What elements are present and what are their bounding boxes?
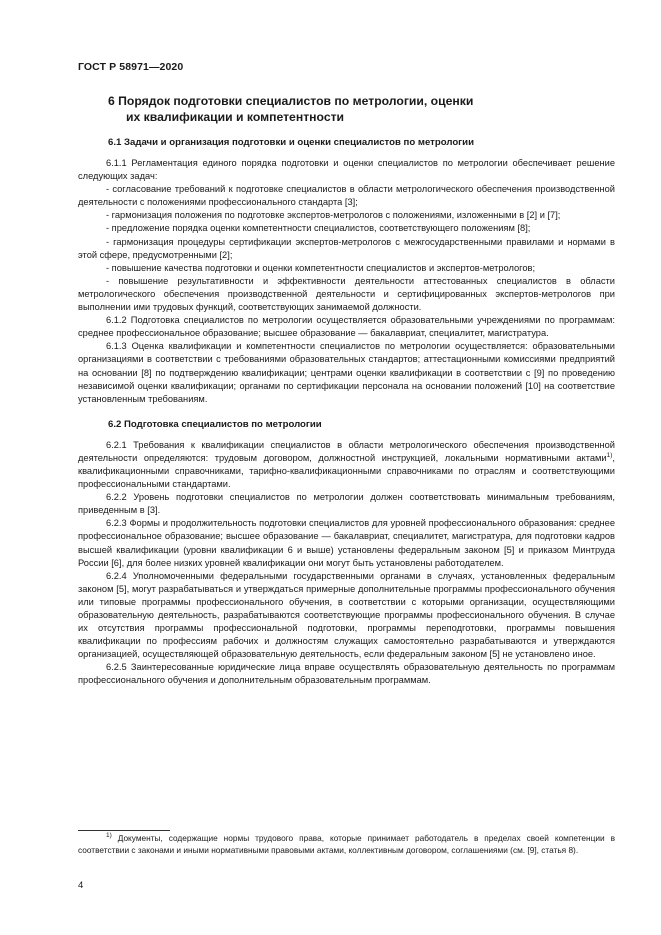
paragraph-6-2-1-text-a: 6.2.1 Требования к квалификации специалистов в области метрологического обеспечения производственной деятельности определяются: трудовым договором, должностной инструкцией, локальными нормативными актами	[78, 439, 615, 463]
footnote-divider	[78, 830, 170, 831]
paragraph-6-2-2: 6.2.2 Уровень подготовки специалистов по метрологии должен соответствовать минимальным требованиям, приведенным в [3].	[78, 492, 615, 516]
list-item: - согласование требований к подготовке специалистов в области метрологического обеспечения производственной деятельности с положениями профессионального стандарта [3];	[78, 184, 615, 208]
list-item: - гармонизация положения по подготовке экспертов-метрологов с положениями, изложенными в [2] и [7];	[106, 210, 561, 221]
section-title-line-1: 6 Порядок подготовки специалистов по метрологии, оценки	[108, 94, 474, 108]
paragraph-6-1-2: 6.1.2 Подготовка специалистов по метрологии осуществляется образовательными учреждениями по программам: среднее профессиональное образование; высшее образование — бакалавриат, специалитет, магистратура.	[78, 315, 615, 339]
section-title	[78, 93, 615, 125]
footnote-reference[interactable]: 1)	[606, 451, 613, 459]
footnote-text: Документы, содержащие нормы трудового права, которые принимает работодатель в пределах своей компетенции в соответствии с законами и иными нормативными правовыми актами, коллективным договором, соглашениями (см. [9], статья 8).	[78, 833, 615, 855]
paragraph-6-2-1-text-b: , квалификационными справочниками, тарифно-квалификационными справочниками по отраслям и соответствующими профессиональными стандартами.	[78, 452, 615, 490]
paragraph-6-1-3: 6.1.3 Оценка квалификации и компетентности специалистов по метрологии осуществляется: образовательными организациями в соответствии с требованиями образовательных стандартов; аттестационными комиссиями предприятий на основании [8] по подтверждению квалификации; центрами оценки квалификации в соответствии с [9] по проведению независимой оценки квалификации; органами по сертификации персонала на основании положений [10] на соответствие установленным требованиям.	[78, 341, 615, 404]
list-item: - предложение порядка оценки компетентности специалистов, соответствующего положениям [8];	[106, 223, 531, 234]
page-number: 4	[78, 880, 84, 891]
main-content	[78, 93, 615, 688]
footnote	[78, 833, 615, 857]
list-item: - повышение качества подготовки и оценки компетентности специалистов и экспертов-метрологов;	[106, 262, 536, 273]
document-header: ГОСТ Р 58971—2020	[78, 61, 184, 73]
paragraph-6-2-3: 6.2.3 Формы и продолжительность подготовки специалистов для уровней профессионального образования: среднее профессиональное образование; высшее образование — бакалавриат, специалитет, магистратура, для подготовки кадров высшей квалификации (уровни квалификации 6 и выше) установлены федеральным законом [5] и приказом Минтруда России [6], для более низких уровней квалификации они могут быть установлены работодателем.	[78, 518, 615, 568]
paragraph-6-1-1: 6.1.1 Регламентация единого порядка подготовки и оценки специалистов по метрологии обеспечивает решение следующих задач:	[78, 158, 615, 182]
list-item: - гармонизация процедуры сертификации экспертов-метрологов с межгосударственными правилами и нормами в этой сфере, предусмотренными [2];	[78, 236, 615, 260]
paragraph-6-2-1	[78, 439, 615, 491]
section-title-line-2: их квалификации и компетентности	[126, 110, 345, 124]
footnote-marker: 1)	[106, 832, 112, 840]
subsection-title-6-1: 6.1 Задачи и организация подготовки и оценки специалистов по метрологии	[108, 137, 474, 148]
paragraph-6-2-5: 6.2.5 Заинтересованные юридические лица вправе осуществлять образовательную деятельность по программам профессионального обучения и дополнительным образовательным программам.	[78, 662, 615, 686]
list-item: - повышение результативности и эффективности деятельности аттестованных специалистов в области метрологического обеспечения производственной деятельности и сертифицированных экспертов-метрологов при выполнении ими трудовых функций, соответствующих занимаемой должности.	[78, 275, 615, 313]
paragraph-6-2-4: 6.2.4 Уполномоченными федеральными государственными органами в случаях, установленных федеральным законом [5], могут разрабатываться и утверждаться примерные дополнительные программы профессионального обучения или типовые программы профессионального обучения, в соответствии с которыми организации, осуществляющими образовательную деятельность, разрабатываются соответствующие программы профессионального обучения. В случае их отсутствия программы профессиональной подготовки, программы переподготовки, программы повышения квалификации по профессиям рабочих и должностям служащих самостоятельно разрабатываются и утверждаются организацией, осуществляющей образовательную деятельность, если федеральным законом [5] не установлено иное.	[78, 570, 615, 660]
subsection-title-6-2: 6.2 Подготовка специалистов по метрологии	[108, 418, 322, 430]
